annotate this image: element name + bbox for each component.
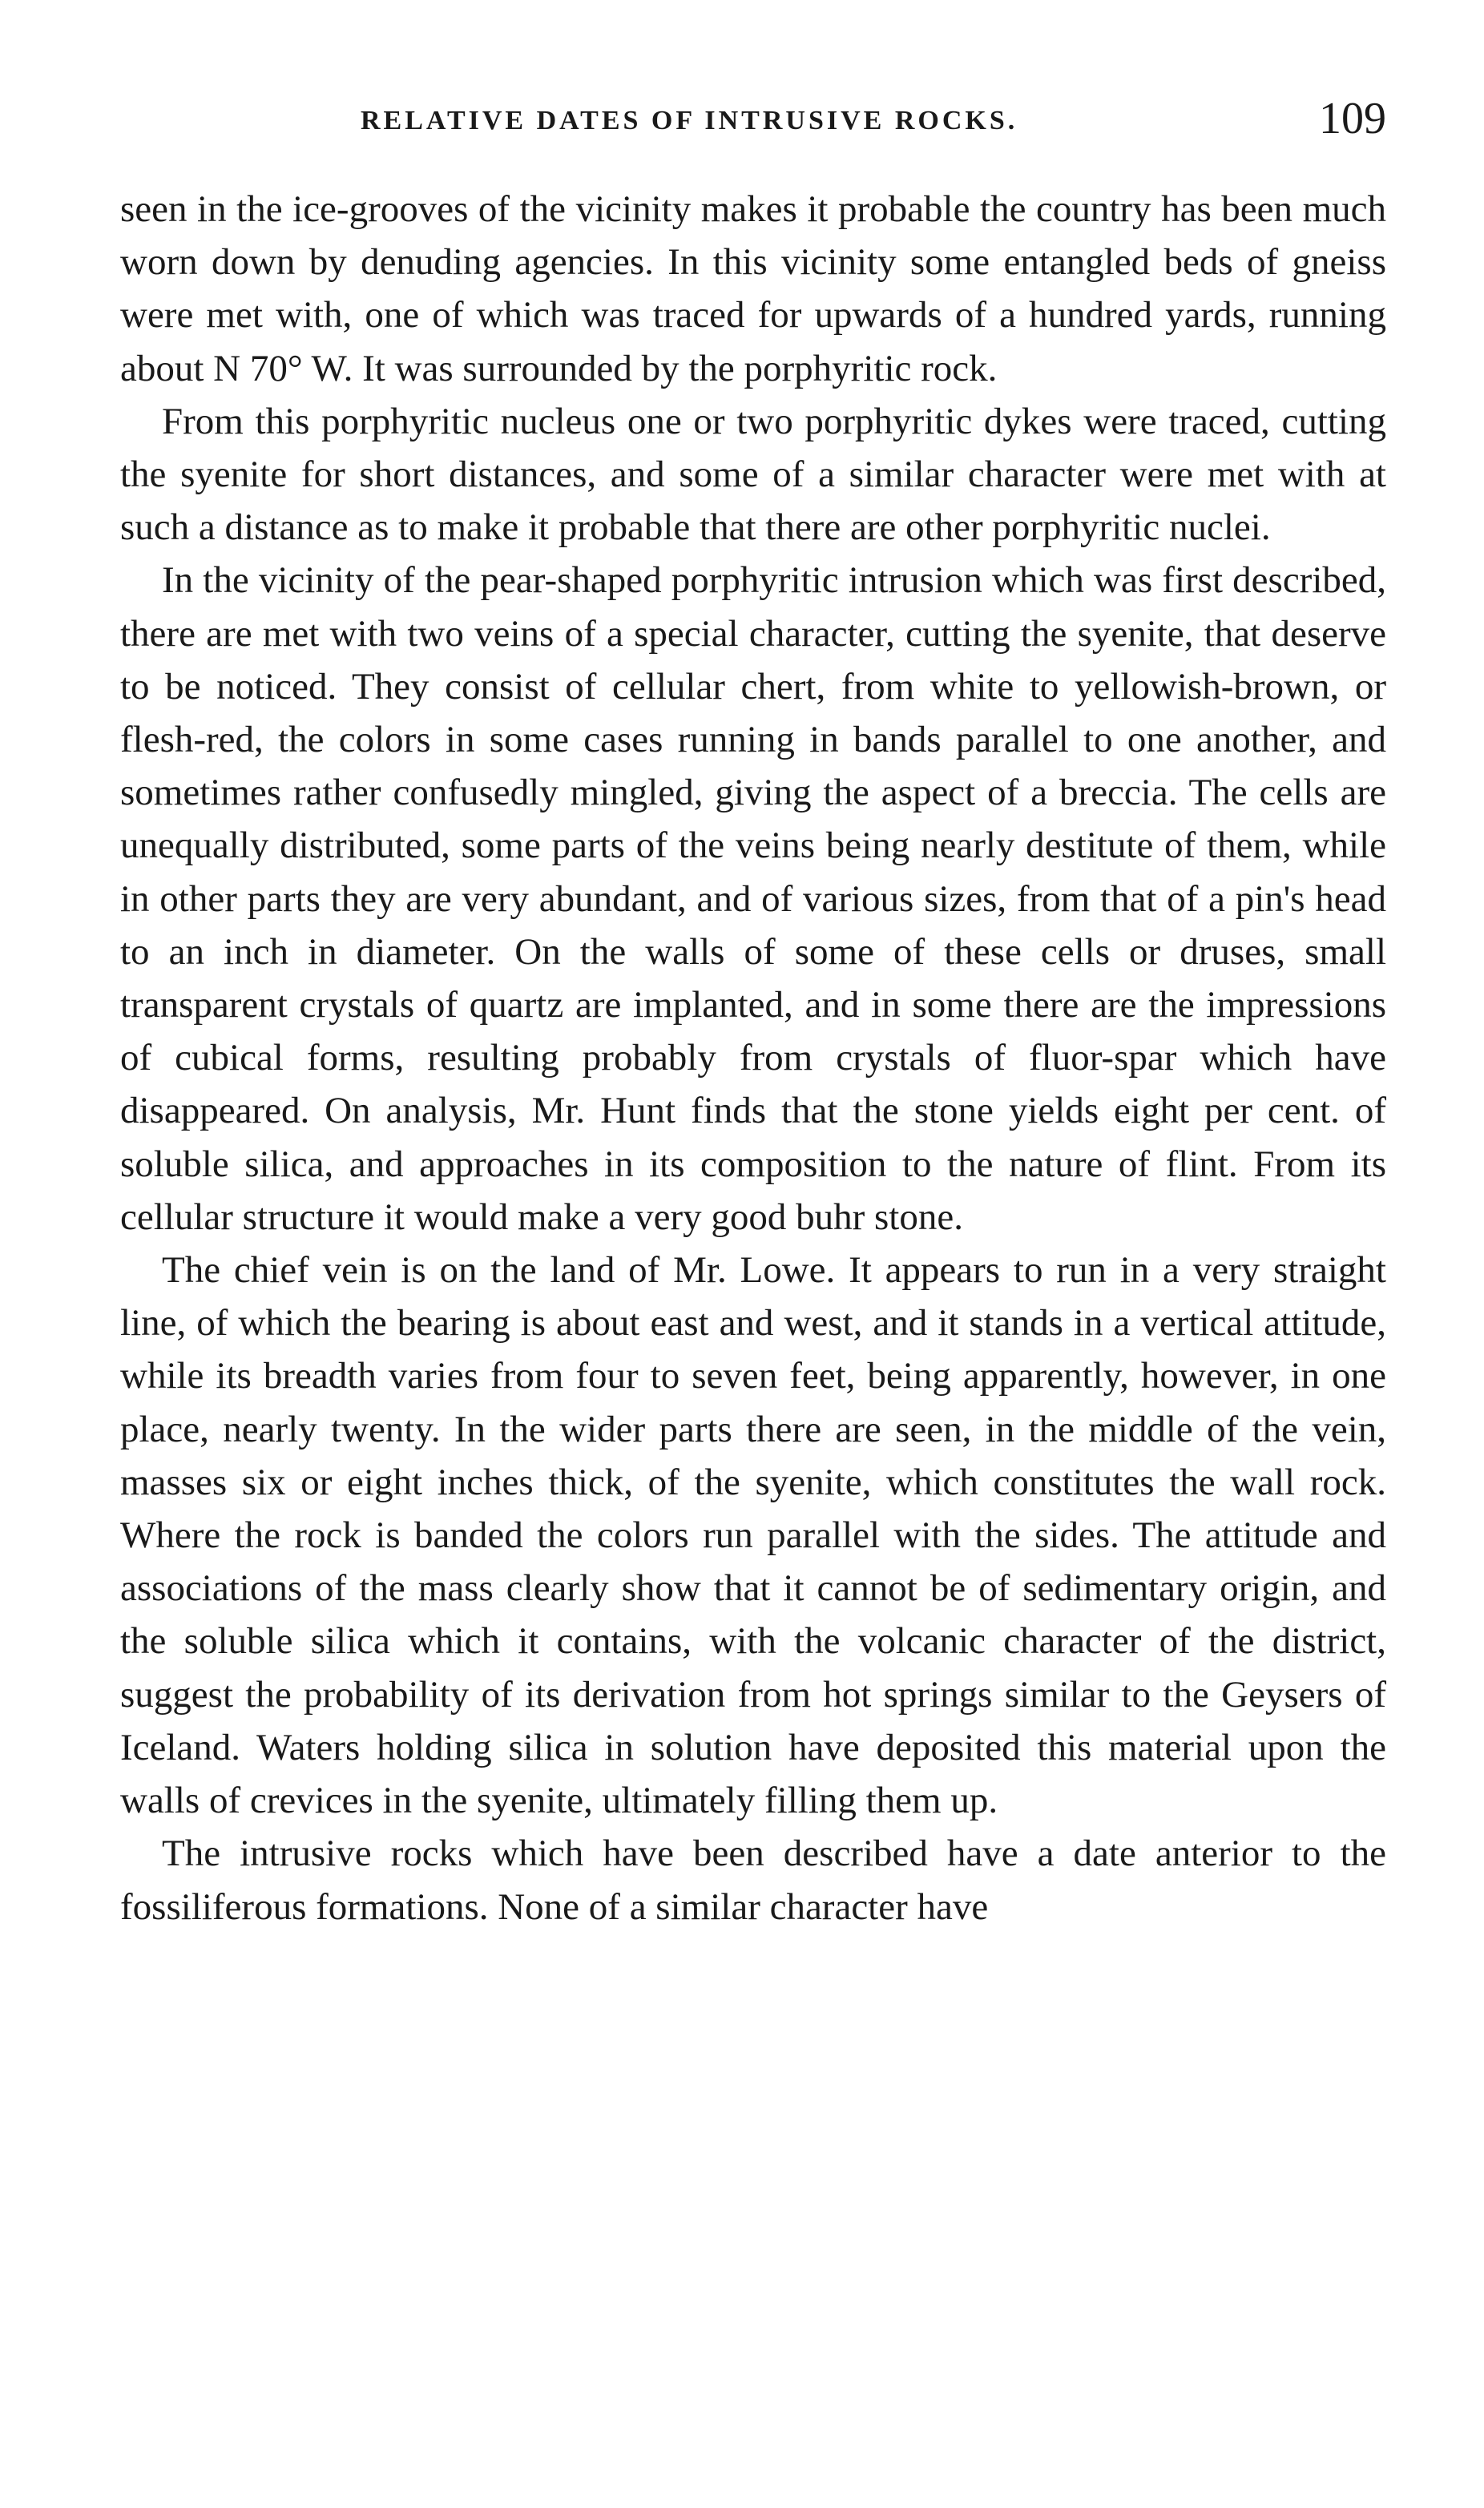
page-header: [120, 88, 1386, 160]
paragraph: From this porphyritic nucleus one or two porphyritic dykes were traced, cutting the syenite for short distances, and some of a similar character were met with at such a distance as to make it probable that there are other porphyritic nuclei.: [120, 400, 1386, 549]
page-number: 109: [1319, 94, 1386, 143]
body-text: [120, 183, 1386, 1933]
paragraph: The intrusive rocks which have been described have a date anterior to the fossiliferous formations. None of a similar character have: [120, 1833, 1386, 1928]
paragraph: In the vicinity of the pear-shaped porphyritic intrusion which was first described, there are met with two veins of a special character, cutting the syenite, that deserve to be noticed. They consist of cellular chert, from white to yellowish-brown, or flesh-red, the colors in some cases running in bands parallel to one another, and sometimes rather confusedly mingled, giving the aspect of a breccia. The cells are unequally distributed, some parts of the veins being nearly destitute of them, while in other parts they are very abundant, and of various sizes, from that of a pin's head to an inch in diameter. On the walls of some of these cells or druses, small transparent crystals of quartz are implanted, and in some there are the impressions of cubical forms, resulting probably from crystals of fluor-spar which have disappeared. On analysis, Mr. Hunt finds that the stone yields eight per cent. of soluble silica, and approaches in its composition to the nature of flint. From its cellular structure it would make a very good buhr stone.: [120, 559, 1386, 1238]
paragraph: The chief vein is on the land of Mr. Lowe. It appears to run in a very straight line, of which the bearing is about east and west, and it stands in a vertical attitude, while its breadth varies from four to seven feet, being apparently, however, in one place, nearly twenty. In the wider parts there are seen, in the middle of the vein, masses six or eight inches thick, of the syenite, which constitutes the wall rock. Where the rock is banded the colors run parallel with the sides. The attitude and associations of the mass clearly show that it cannot be of sedimentary origin, and the soluble silica which it contains, with the volcanic character of the district, suggest the probability of its derivation from hot springs similar to the Geysers of Iceland. Waters holding silica in solution have deposited this material upon the walls of crevices in the syenite, ultimately filling them up.: [120, 1249, 1386, 1822]
running-title: RELATIVE DATES OF INTRUSIVE ROCKS.: [361, 106, 1018, 135]
paragraph: seen in the ice-grooves of the vicinity makes it probable the country has been much worn down by denuding agencies. In this vicinity some entangled beds of gneiss were met with, one of which was traced for upwards of a hundred yards, running about N 70° W. It was surrounded by the porphyritic rock.: [120, 188, 1386, 389]
